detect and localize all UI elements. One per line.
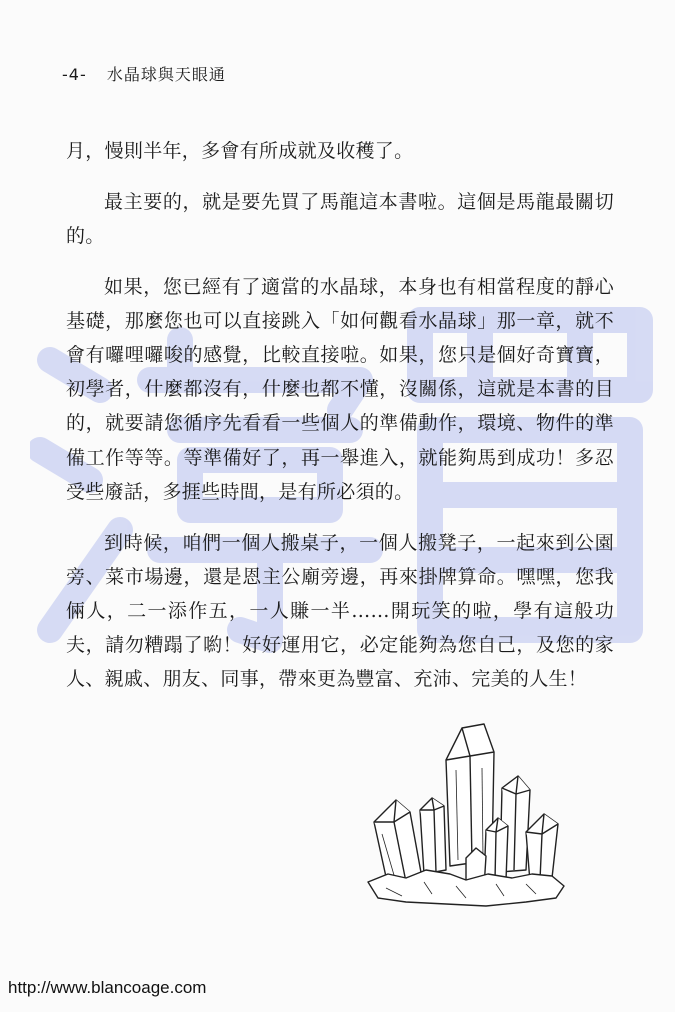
paragraph: 最主要的，就是要先買了馬龍這本書啦。這個是馬龍最關切的。 (66, 190, 614, 247)
page-number: -4- (62, 65, 87, 84)
body-text (66, 134, 614, 713)
paragraph: 如果，您已經有了適當的水晶球，本身也有相當程度的靜心基礎，那麼您也可以直接跳入「如何觀看水晶球」那一章，就不會有囉哩囉唆的感覺，比較直接啦。如果，您只是個好奇寶寶，初學者，什麼都沒有，什麼也都不懂，沒關係，這就是本書的目的，就要請您循序先看看一些個人的準備動作，環境、物件的準備工作等等。等準備好了，再一舉進入，就能夠馬到成功！多忍受些廢話，多捱些時間，是有所必須的。 (66, 275, 614, 503)
paragraph: 到時候，咱們一個人搬桌子，一個人搬凳子，一起來到公園旁、菜市場邊，還是恩主公廟旁邊，再來掛牌算命。嘿嘿，您我倆人，二一添作五，一人賺一半……開玩笑的啦，學有這般功夫，請勿糟蹋了喲！好好運用它，必定能夠為您自己，及您的家人、親戚、朋友、同事，帶來更為豐富、充沛、完美的人生！ (66, 531, 614, 691)
paragraph: 月，慢則半年，多會有所成就及收穫了。 (66, 140, 414, 162)
running-header (62, 62, 226, 85)
book-title: 水晶球與天眼通 (106, 65, 226, 84)
crystal-cluster-illustration (366, 710, 566, 910)
website-url[interactable]: http://www.blancoage.com (8, 978, 207, 997)
